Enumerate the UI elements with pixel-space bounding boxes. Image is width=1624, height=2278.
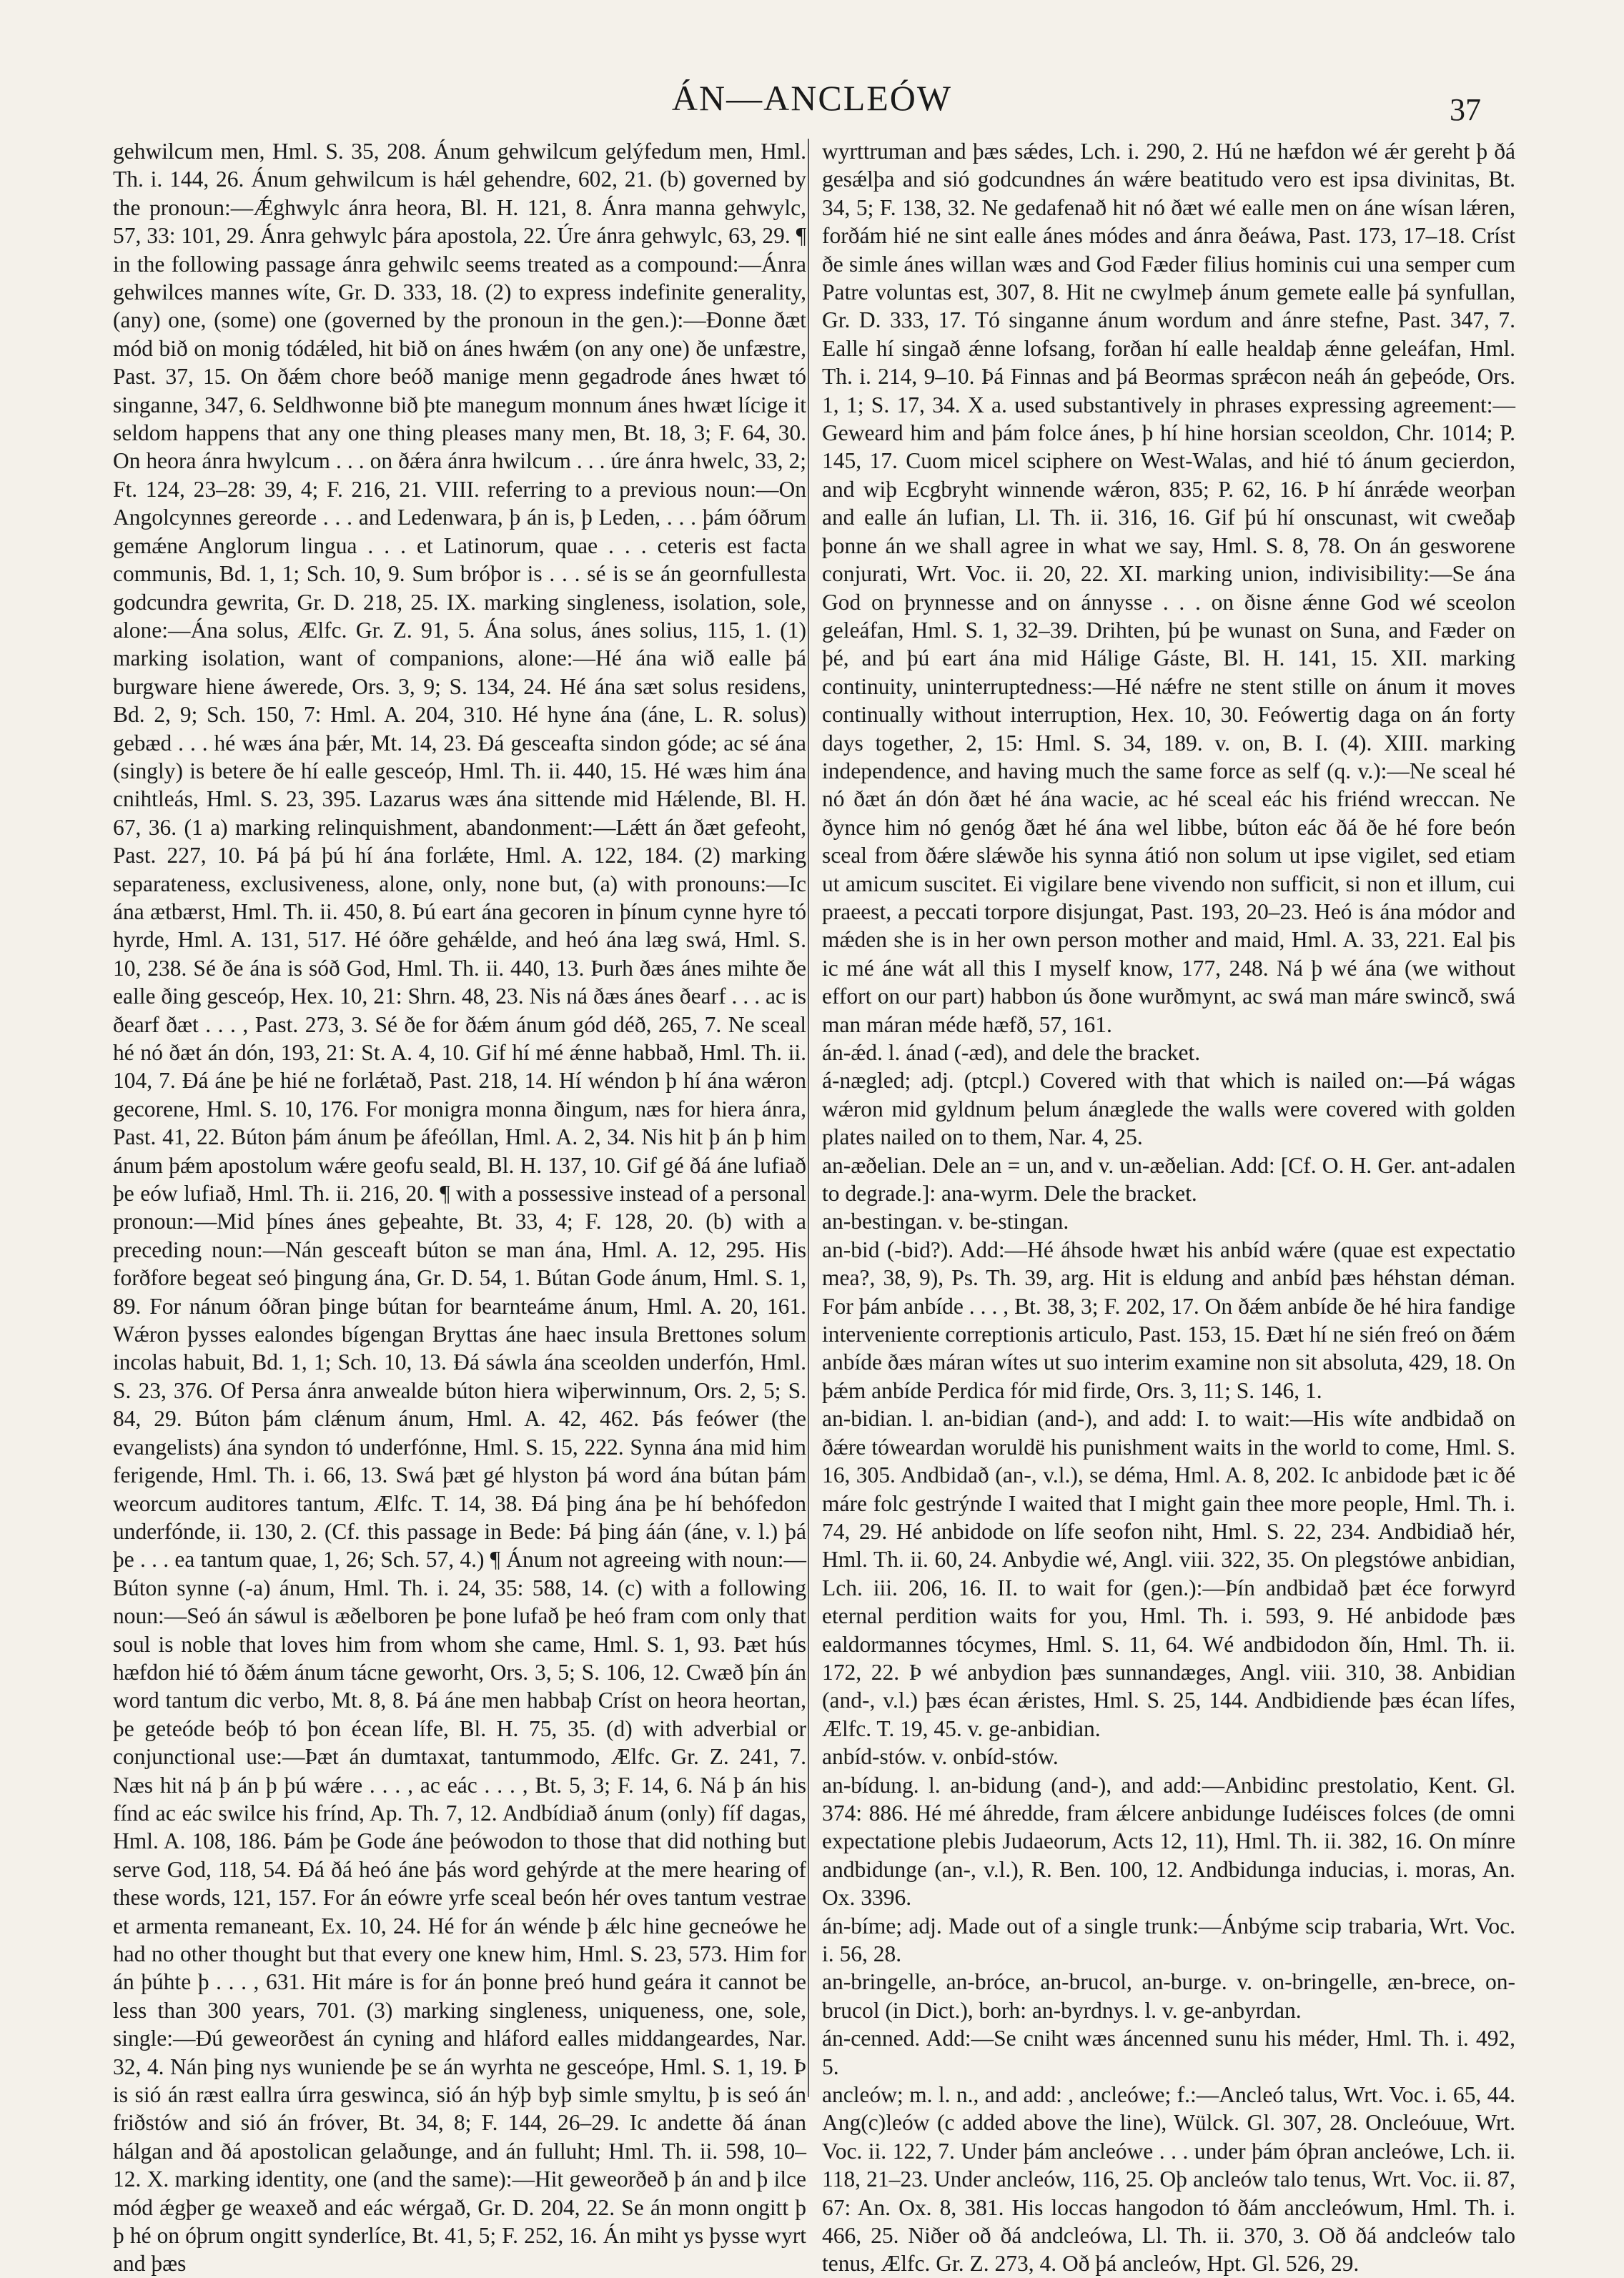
dictionary-entry: an-bringelle, an-bróce, an-brucol, an-burge. v. on-bringelle, æn-brece, on-brucol (in Dict.), borh: an-byrdnys. l. v. ge-anbyrdan.	[822, 1969, 1515, 2023]
column-text: wyrttruman and þæs sǽdes, Lch. i. 290, 2. Hú ne hæfdon wé ǽr gereht þ ðá gesǽlþa and sió godcundnes án wǽre beatitudo vero est ipsa divinitas, Bt. 34, 5; F. 138, 32. Ne gedafenað hit nó ðæt wé ealle men on áne wísan lǽren, forðám hié ne sint ealle ánes módes and ánra ðeáwa, Past. 173, 17–18. Críst ðe simle ánes willan wæs and God Fæder filius hominis cui una semper cum Patre voluntas est, 307, 8. Hit ne cwylmeþ ánum gemete ealle þá synfullan, Gr. D. 333, 17. Tó singanne ánum wordum and ánre stefne, Past. 347, 7. Ealle hí singað ǽnne lofsang, forðan hí ealle healdaþ ǽnne geleáfan, Hml. Th. i. 214, 9–10. Þá Finnas and þá Beormas sprǽcon neáh án geþeóde, Ors. 1, 1; S. 17, 34. X a. used substantively in phrases expressing agreement:—Geweard him and þám folce ánes, þ hí hine horsian sceoldon, Chr. 1014; P. 145, 17. Cuom micel sciphere on West-Walas, and hié tó ánum gecierdon, and wiþ Ecgbryht winnende wǽron, 835; P. 62, 16. Þ hí ánrǽde weorþan and ealle án lufian, Ll. Th. ii. 316, 16. Gif þú hí onscunast, wit cweðaþ þonne án we shall agree in what we say, Hml. S. 8, 78. On án gesworene conjurati, Wrt. Voc. ii. 20, 22. XI. marking union, indivisibility:—Se ána God on þrynnesse and on ánnysse . . . on ðisne ǽnne God wé sceolon geleáfan, Hml. S. 1, 32–39. Drihten, þú þe wunast on Suna, and Fæder on þé, and þú eart ána mid Hálige Gáste, Bl. H. 141, 15. XII. marking continuity, uninterruptedness:—Hé nǽfre ne stent stille on ánum it moves continually without interruption, Hex. 10, 30. Feówertig daga on án forty days together, 2, 15: Hml. S. 34, 189. v. on, B. I. (4). XIII. marking independence, and having much the same force as self (q. v.):—Ne sceal hé nó ðæt án dón ðæt hé ána wacie, ac hé sceal eác his friénd wreccan. Ne ðynce him nó genóg ðæt hé ána wel libbe, búton eác ðá ðe hé fore beón sceal from ðǽre slǽwðe his synna átió non solum ut ipse vigilet, sed etiam ut amicum suscitet. Ei vigilare bene vivendo non sufficit, si non et illum, cui praeest, a peccati torpore disjungat, Past. 193, 20–23. Heó is ána módor and mǽden she is in her own person mother and maid, Hml. A. 33, 221. Eal þis ic mé áne wát all this I myself know, 177, 248. Ná þ wé ána (we without effort on our part) habbon ús ðone wurðmynt, ac swá man máre swincð, swá man máran méde hæfð, 57, 161.	[822, 139, 1515, 1037]
dictionary-entry: ancleów; m. l. n., and add: , ancleówe; f.:—Ancleó talus, Wrt. Voc. i. 65, 44. Ang(c)leów (c added above the line), Wülck. Gl. 307, 28. Oncleóuue, Wrt. Voc. ii. 122, 7. Under þám ancleówe . . . under þám óþran ancleówe, Lch. ii. 118, 21–23. Under ancleów, 116, 25. Oþ ancleów talo tenus, Wrt. Voc. ii. 87, 67: An. Ox. 8, 381. His loccas hangodon tó ðám anccleówum, Hml. Th. i. 466, 25. Niðer oð ðá andcleówa, Ll. Th. ii. 370, 3. Oð ðá andcleów talo tenus, Ælfc. Gr. Z. 273, 4. Oð þá ancleów, Hpt. Gl. 526, 29.	[822, 2082, 1515, 2277]
page-header-title: ÁN—ANCLEÓW	[671, 78, 953, 118]
column-text: gehwilcum men, Hml. S. 35, 208. Ánum gehwilcum gelýfedum men, Hml. Th. i. 144, 26. Ánum gehwilcum is hǽl gehendre, 602, 21. (b) governed by the pronoun:—Ǽghwylc ánra heora, Bl. H. 121, 8. Ánra manna gehwylc, 57, 33: 101, 29. Ánra gehwylc þára apostola, 22. Úre ánra gehwylc, 63, 29. ¶ in the following passage ánra gehwilc seems treated as a compound:—Ánra gehwilces mannes wíte, Gr. D. 333, 18. (2) to express indefinite generality, (any) one, (some) one (governed by the pronoun in the gen.):—Ðonne ðæt mód bið on monig tódǽled, hit bið on ánes hwǽm (on any one) ðe unfæstre, Past. 37, 15. On ðǽm chore beóð manige menn gegadrode ánes hwæt tó singanne, 347, 6. Seldhwonne bið þte manegum monnum ánes hwæt lícige it seldom happens that any one thing pleases many men, Bt. 18, 3; F. 64, 30. On heora ánra hwylcum . . . on ðǽra ánra hwilcum . . . úre ánra hwelc, 33, 2; Ft. 124, 23–28: 39, 4; F. 216, 21. VIII. referring to a previous noun:—On Angolcynnes gereorde . . . and Ledenwara, þ án is, þ Leden, . . . þám óðrum gemǽne Anglorum lingua . . . et Latinorum, quae . . . ceteris est facta communis, Bd. 1, 1; Sch. 10, 9. Sum bróþor is . . . sé is se án geornfullesta godcundra gewrita, Gr. D. 218, 25. IX. marking singleness, isolation, sole, alone:—Ána solus, Ælfc. Gr. Z. 91, 5. Ána solus, ánes solius, 115, 1. (1) marking isolation, want of companions, alone:—Hé ána wið ealle þá burgware hiene áwerede, Ors. 3, 9; S. 134, 24. Hé ána sæt solus residens, Bd. 2, 9; Sch. 150, 7: Hml. A. 204, 310. Hé hyne ána (áne, L. R. solus) gebæd . . . hé wæs ána þǽr, Mt. 14, 23. Ðá gesceafta sindon góde; ac sé ána (singly) is betere ðe hí ealle gesceóp, Hml. Th. ii. 440, 15. Hé wæs him ána cnihtleás, Hml. S. 23, 395. Lazarus wæs ána sittende mid Hǽlende, Bl. H. 67, 36. (1 a) marking relinquishment, abandonment:—Lǽtt án ðæt gefeoht, Past. 227, 10. Þá þá þú hí ána forlǽte, Hml. A. 122, 184. (2) marking separateness, exclusiveness, alone, only, none but, (a) with pronouns:—Ic ána ætbærst, Hml. Th. ii. 450, 8. Þú eart ána gecoren in þínum cynne hyre tó hyrde, Hml. A. 131, 517. Hé óðre gehǽlde, and heó ána læg swá, Hml. S. 10, 238. Sé ðe ána is sóð God, Hml. Th. ii. 440, 13. Þurh ðæs ánes mihte ðe ealle ðing gesceóp, Hex. 10, 21: Shrn. 48, 23. Nis ná ðæs ánes ðearf . . . ac is ðearf ðæt . . . , Past. 273, 3. Sé ðe for ðǽm ánum gód déð, 265, 7. Ne sceal hé nó ðæt án dón, 193, 21: St. A. 4, 10. Gif hí mé ǽnne habbað, Hml. Th. ii. 104, 7. Ðá áne þe hié ne forlǽtað, Past. 218, 14. Hí wéndon þ hí ána wǽron gecorene, Hml. S. 10, 176. For monigra monna ðingum, næs for hiera ánra, Past. 41, 22. Búton þám ánum þe áfeóllan, Hml. A. 2, 34. Nis hit þ án þ him ánum þǽm apostolum wǽre geofu seald, Bl. H. 137, 10. Gif gé ðá áne lufiað þe eów lufiað, Hml. Th. ii. 216, 20. ¶ with a possessive instead of a personal pronoun:—Mid þínes ánes geþeahte, Bt. 33, 4; F. 128, 20. (b) with a preceding noun:—Nán gesceaft búton se man ána, Hml. A. 12, 295. His forðfore begeat seó þingung ána, Gr. D. 54, 1. Bútan Gode ánum, Hml. S. 1, 89. For nánum óðran þinge bútan for bearnteáme ánum, Hml. A. 20, 161. Wǽron þysses ealondes bígengan Bryttas áne haec insula Brettones solum incolas habuit, Bd. 1, 1; Sch. 10, 13. Ðá sáwla ána sceolden underfón, Hml. S. 23, 376. Of Persa ánra anwealde búton hiera wiþerwinnum, Ors. 2, 5; S. 84, 29. Búton þám clǽnum ánum, Hml. A. 42, 462. Þás feówer (the evangelists) ána syndon tó underfónne, Hml. S. 15, 222. Synna ána mid him ferigende, Hml. Th. i. 66, 13. Swá þæt gé hlyston þá word ána bútan þám weorcum auditores tantum, Ælfc. T. 14, 38. Ðá þing ána þe hí behófedon underfónde, ii. 130, 2. (Cf. this passage in Bede: Þá þing áán (áne, v. l.) þá þe . . . ea tantum quae, 1, 26; Sch. 57, 4.) ¶ Ánum not agreeing with noun:—Búton synne (-a) ánum, Hml. Th. i. 24, 35: 588, 14. (c) with a following noun:—Seó án sáwul is æðelboren þe þone lufað þe heó fram com only that soul is noble that loves him from whom she came, Hml. S. 1, 93. Þæt hús hæfdon hié tó ðǽm ánum tácne geworht, Ors. 3, 5; S. 106, 12. Cwæð þín án word tantum dic verbo, Mt. 8, 8. Þá áne men habbaþ Críst on heora heortan, þe geteóde beóþ tó þon écean lífe, Bl. H. 75, 35. (d) with adverbial or conjunctional use:—Þæt án dumtaxat, tantummodo, Ælfc. Gr. Z. 241, 7. Næs hit ná þ án þ þú wǽre . . . , ac eác . . . , Bt. 5, 3; F. 14, 6. Ná þ án his fínd ac eác swilce his frínd, Ap. Th. 7, 12. Andbídiað ánum (only) fíf dagas, Hml. A. 108, 186. Þám þe Gode áne þeówodon to those that did nothing but serve God, 118, 54. Ðá ðá heó áne þás word gehýrde at the mere hearing of these words, 121, 157. For án eówre yrfe sceal beón hér oves tantum vestrae et armenta remaneant, Ex. 10, 24. Hé for án wénde þ ǽlc hine gecneówe he had no other thought but that every one knew him, Hml. S. 23, 573. Him for án þúhte þ . . . , 631. Hit máre is for án þonne þreó hund geára it cannot be less than 300 years, 701. (3) marking singleness, uniqueness, one, sole, single:—Ðú geweorðest án cyning and hláford ealles middangeardes, Nar. 32, 4. Nán þing nys wuniende þe se án wyrhta ne gesceópe, Hml. S. 1, 19. Þ is sió án ræst eallra úrra geswinca, sió án hýþ byþ simle smyltu, þ is seó án friðstów and sió án fróver, Bt. 34, 8; F. 144, 26–29. Ic andette ðá ánan hálgan and ðá apostolican gelaðunge, and án fulluht; Hml. Th. ii. 598, 10–12. X. marking identity, one (and the same):—Hit geweorðeð þ án and þ ilce mód ǽgþer ge weaxeð and eác wérgað, Gr. D. 204, 22. Se án monn ongitt þ þ hé on óþrum ongitt synderlíce, Bt. 41, 5; F. 252, 16. Án miht ys þysse wyrt and þæs	[113, 139, 806, 2277]
dictionary-entry: án-ǽd. l. ánad (-æd), and dele the bracket.	[822, 1040, 1201, 1065]
column-divider	[808, 139, 809, 2097]
dictionary-entry: anbíd-stów. v. onbíd-stów.	[822, 1744, 1059, 1770]
page-number: 37	[1450, 92, 1481, 127]
right-column	[822, 137, 1515, 2277]
dictionary-entry: an-bid (-bid?). Add:—Hé áhsode hwæt his anbíd wǽre (quae est expectatio mea?, 38, 9), Ps. Th. 39, arg. Hit is eldung and anbíd þæs héhstan déman. For þám anbíde . . . , Bt. 38, 3; F. 202, 17. On ðǽm anbíde ðe hé hira fandige interveniente correptionis articulo, Past. 153, 15. Ðæt hí ne sién freó on ðǽm anbíde ðæs máran wítes ut suo interim examine non sit absoluta, 429, 18. On þǽm anbíde Perdica fór mid firde, Ors. 3, 11; S. 146, 1.	[822, 1237, 1515, 1403]
dictionary-entry: an-æðelian. Dele an = un, and v. un-æðelian. Add: [Cf. O. H. Ger. ant-adalen to degrade.]: ana-wyrm. Dele the bracket.	[822, 1152, 1515, 1207]
dictionary-entry: án-bíme; adj. Made out of a single trunk:—Ánbýme scip trabaria, Wrt. Voc. i. 56, 28.	[822, 1913, 1515, 1966]
dictionary-entry: an-bídung. l. an-bidung (and-), and add:—Anbidinc prestolatio, Kent. Gl. 374: 886. Hé mé áhredde, fram ǽlcere anbidunge Iudéisces folces (de omni expectatione plebis Judaeorum, Acts 12, 11), Hml. Th. ii. 382, 16. On mínre andbidunge (an-, v.l.), R. Ben. 100, 12. Andbidunga inducias, i. moras, An. Ox. 3396.	[822, 1772, 1515, 1911]
dictionary-entry: an-bestingan. v. be-stingan.	[822, 1209, 1069, 1234]
dictionary-entry: án-cenned. Add:—Se cniht wæs áncenned sunu his méder, Hml. Th. i. 492, 5.	[822, 2026, 1515, 2079]
dictionary-entry: á-nægled; adj. (ptcpl.) Covered with that which is nailed on:—Þá wágas wǽron mid gyldnum þelum ánæglede the walls were covered with golden plates nailed on to them, Nar. 4, 25.	[822, 1068, 1515, 1150]
dictionary-entry: an-bidian. l. an-bidian (and-), and add: I. to wait:—His wíte andbidað on ðǽre tóweardan woruldë his punishment waits in the world to come, Hml. S. 16, 305. Andbidað (an-, v.l.), se déma, Hml. A. 8, 202. Ic anbidode þæt ic ðé máre folc gestrýnde I waited that I might gain thee more people, Hml. Th. i. 74, 29. Hé anbidode on lífe seofon niht, Hml. S. 22, 234. Andbidiað hér, Hml. Th. ii. 60, 24. Anbydie wé, Angl. viii. 322, 35. On plegstówe anbidian, Lch. iii. 206, 16. II. to wait for (gen.):—Þín andbidað þæt éce forwyrd eternal perdition waits for you, Hml. Th. i. 593, 9. Hé anbidode þæs ealdormannes tócymes, Hml. S. 11, 64. Wé andbidodon ðín, Hml. Th. ii. 172, 22. Þ wé anbydion þæs sunnandæges, Angl. viii. 310, 38. Anbidian (and-, v.l.) þæs écan ǽristes, Hml. S. 25, 144. Andbidiende þæs écan lífes, Ælfc. T. 19, 45. v. ge-anbidian.	[822, 1406, 1515, 1741]
left-column	[113, 137, 806, 2277]
